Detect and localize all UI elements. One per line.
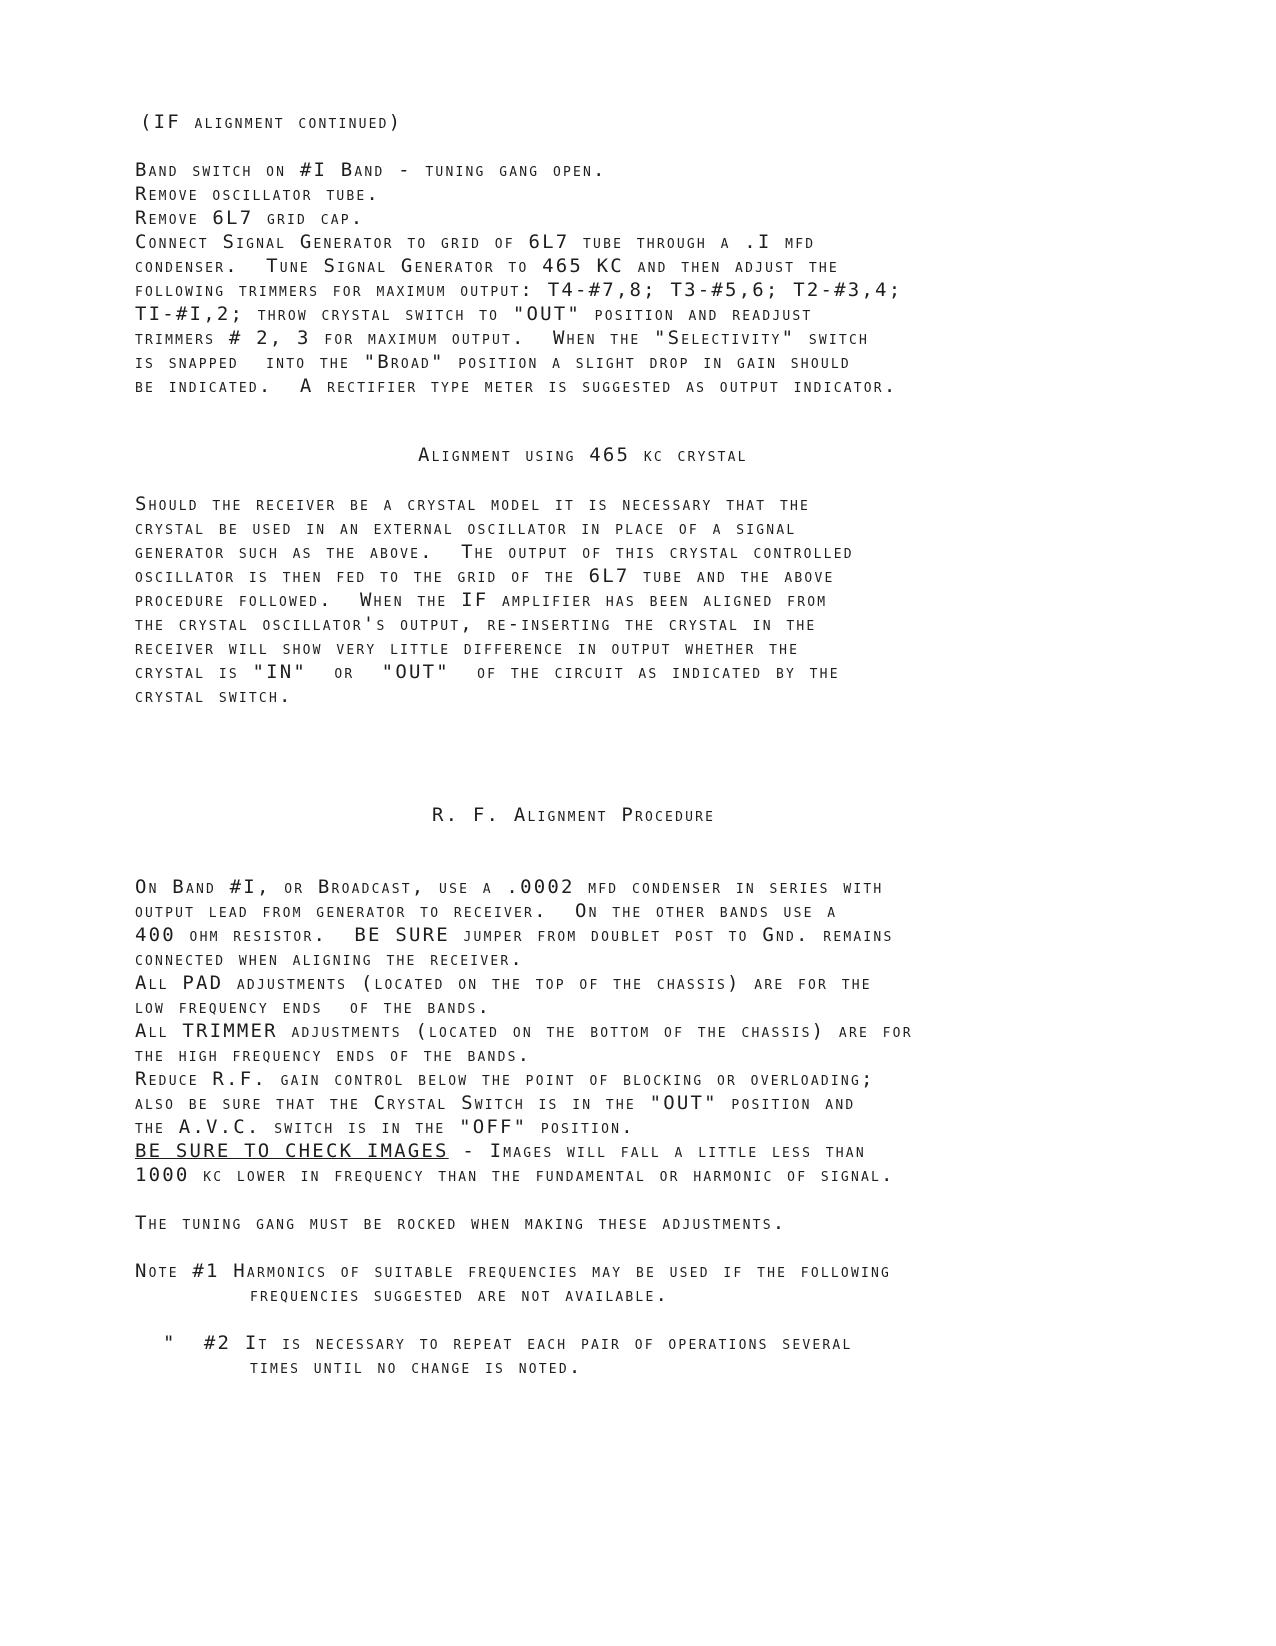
text-line: Remove 6L7 grid cap. xyxy=(135,207,365,229)
text-line: crystal switch. xyxy=(135,685,293,707)
text-line: oscillator is then fed to the grid of the 6L7 tube and the above xyxy=(135,565,835,587)
text-line: TI-#I,2; throw crystal switch to "OUT" position and readjust xyxy=(135,303,813,325)
text-line: the high frequency ends of the bands. xyxy=(135,1044,532,1066)
images-warning-underlined: BE SURE TO CHECK IMAGES xyxy=(135,1140,449,1162)
text-line: Should the receiver be a crystal model it is necessary that the xyxy=(135,493,811,515)
note-2: " #2 It is necessary to repeat each pair of operations several xyxy=(163,1332,853,1354)
text-line: Band switch on #I Band - tuning gang open. xyxy=(135,159,607,181)
text-line: crystal be used in an external oscillator in place of a signal xyxy=(135,517,797,539)
text-line: Remove oscillator tube. xyxy=(135,183,381,205)
text-line: condenser. Tune Signal Generator to 465 KC and then adjust the xyxy=(135,255,839,277)
text-line: connected when aligning the receiver. xyxy=(135,948,525,970)
crystal-alignment-heading: Alignment using 465 kc crystal xyxy=(418,444,748,466)
text-line: the A.V.C. switch is in the "OFF" position. xyxy=(135,1116,635,1138)
text-line: All TRIMMER adjustments (located on the bottom of the chassis) are for xyxy=(135,1020,913,1042)
text-line: procedure followed. When the IF amplifier has been aligned from xyxy=(135,589,828,611)
note-1: Note #1 Harmonics of suitable frequencies may be used if the following xyxy=(135,1260,892,1282)
text-line: 1000 kc lower in frequency than the fundamental or harmonic of signal. xyxy=(135,1164,895,1186)
text-line: receiver will show very little difference in output whether the xyxy=(135,637,800,659)
text-line: is snapped into the "Broad" position a slight drop in gain should xyxy=(135,351,851,373)
text-line: generator such as the above. The output of this crystal controlled xyxy=(135,541,854,563)
note-1-continuation: frequencies suggested are not available. xyxy=(250,1284,670,1306)
text-line: also be sure that the Crystal Switch is in the "OUT" position and xyxy=(135,1092,856,1114)
text-line: trimmers # 2, 3 for maximum output. When the "Selectivity" switch xyxy=(135,327,870,349)
text-line: Reduce R.F. gain control below the point of blocking or overloading; xyxy=(135,1068,875,1090)
rf-alignment-heading: R. F. Alignment Procedure xyxy=(432,804,716,826)
text-line: 400 ohm resistor. BE SURE jumper from doublet post to Gnd. remains xyxy=(135,924,894,946)
images-warning-text: - Images will fall a little less than xyxy=(448,1140,866,1162)
text-line: low frequency ends of the bands. xyxy=(135,996,492,1018)
text-line: All PAD adjustments (located on the top of the chassis) are for the xyxy=(135,972,872,994)
text-line: output lead from generator to receiver. On the other bands use a xyxy=(135,900,838,922)
page-header: (IF alignment continued) xyxy=(140,111,403,133)
note-2-continuation: times until no change is noted. xyxy=(250,1356,583,1378)
text-line: be indicated. A rectifier type meter is suggested as output indicator. xyxy=(135,375,898,397)
images-warning-line xyxy=(135,1140,866,1162)
text-line: crystal is "IN" or "OUT" of the circuit as indicated by the xyxy=(135,661,840,683)
text-line: the crystal oscillator's output, re-inserting the crystal in the xyxy=(135,613,817,635)
text-line: On Band #I, or Broadcast, use a .0002 mfd condenser in series with xyxy=(135,876,884,898)
text-line: following trimmers for maximum output: T4-#7,8; T3-#5,6; T2-#3,4; xyxy=(135,279,903,301)
text-line: Connect Signal Generator to grid of 6L7 tube through a .I mfd xyxy=(135,231,816,253)
rocking-note: The tuning gang must be rocked when making these adjustments. xyxy=(135,1212,787,1234)
